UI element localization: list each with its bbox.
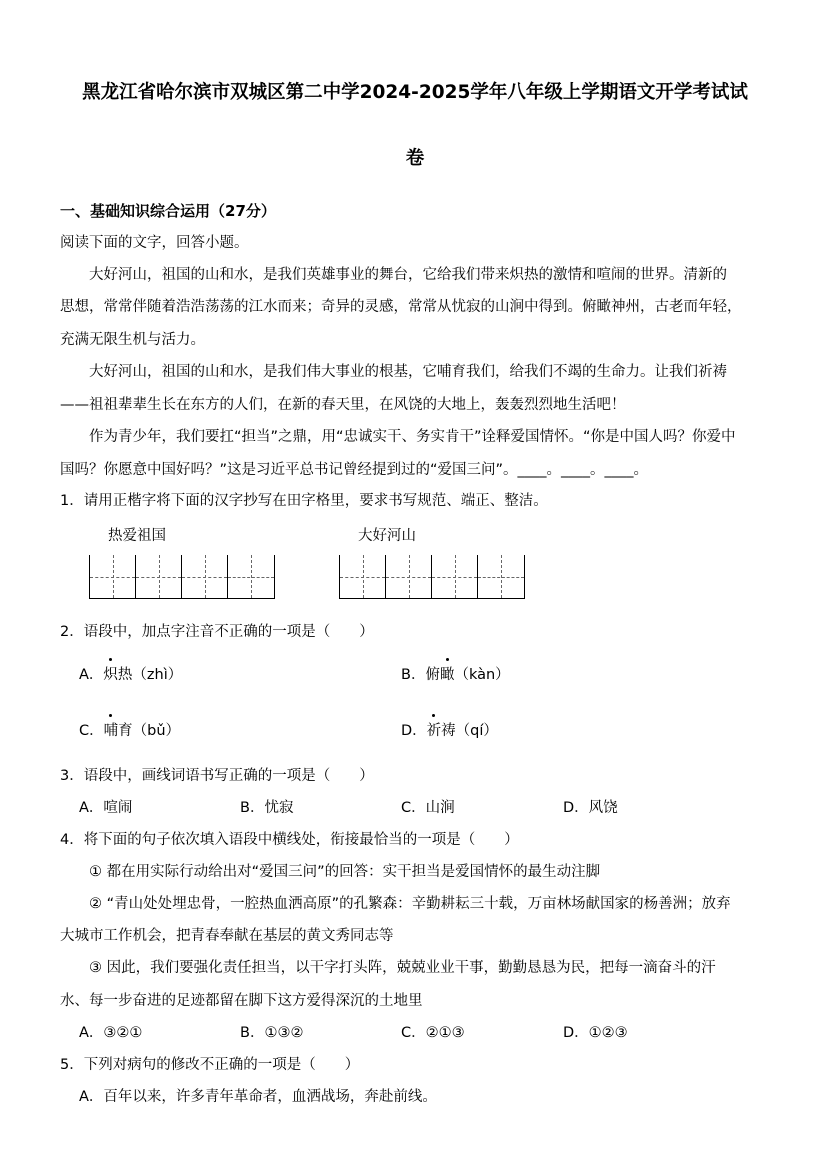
passage-p3-line1: 作为青少年，我们要扛“担当”之鼎，用“忠诚实干、务实肯干”诠释爱国情怀。“你是中国人吗？你爱中 [89, 429, 736, 445]
q5-option-a[interactable]: A．百年以来，许多青年革命者，血洒战场，奔赴前线。 [79, 1089, 437, 1105]
passage-p1-line1: 大好河山，祖国的山和水，是我们英雄事业的舞台，它给我们带来炽热的激情和喧闹的世界。清新的 [89, 267, 727, 283]
question-3-stem: 3．语段中，画线词语书写正确的一项是（ ） [60, 768, 374, 784]
grid-label-a: 热爱祖国 [108, 528, 166, 544]
question-1-stem: 1．请用正楷字将下面的汉字抄写在田字格里，要求书写规范、端正、整洁。 [60, 493, 548, 509]
q3-option-d[interactable]: D．风饶 [563, 800, 618, 816]
q4-sentence-3-line2: 水、每一步奋进的足迹都留在脚下这方爱得深沉的土地里 [60, 993, 423, 1009]
passage-p3-line2: 国吗？你愿意中国好吗？”这是习近平总书记曾经提到过的“爱国三问”。____。____。____。 [60, 462, 649, 478]
option-prefix: D． [401, 723, 427, 739]
grid-cell[interactable] [478, 555, 524, 598]
q2-option-c[interactable] [79, 721, 180, 741]
option-prefix: A． [79, 667, 104, 683]
option-text: 祷（qí） [441, 723, 498, 739]
passage-p1-line2: 思想，常常伴随着浩浩荡荡的江水而来；奇异的灵感，常常从忧寂的山涧中得到。俯瞰神州，古老而年轻， [60, 299, 742, 315]
q2-option-d[interactable] [401, 721, 498, 741]
passage-p2-line2: ——祖祖辈辈生长在东方的人们，在新的春天里，在风饶的大地上，轰轰烈烈地生活吧！ [60, 397, 626, 413]
grid-cell[interactable] [228, 555, 274, 598]
q4-sentence-2-line2: 大城市工作机会，把青春奉献在基层的黄文秀同志等 [60, 928, 394, 944]
q4-option-a[interactable]: A．③②① [79, 1025, 143, 1041]
doc-title-line2: 卷 [405, 148, 425, 169]
section-heading: 一、基础知识综合运用（27分） [60, 202, 276, 220]
tianzige-grid-a[interactable] [89, 555, 275, 599]
grid-cell[interactable] [90, 555, 136, 598]
grid-label-b: 大好河山 [358, 528, 416, 544]
grid-cell[interactable] [432, 555, 478, 598]
q4-option-b[interactable]: B．①③② [240, 1025, 304, 1041]
option-text: 育（bǔ） [118, 723, 181, 739]
dotted-char: 哺 [103, 723, 119, 739]
q2-option-b[interactable] [401, 665, 510, 685]
q4-sentence-2-line1: ② “青山处处埋忠骨，一腔热血洒高原”的孔繁森：辛勤耕耘三十载，万亩林场献国家的杨善洲；放弃 [89, 896, 731, 912]
question-2-stem: 2．语段中，加点字注音不正确的一项是（ ） [60, 624, 374, 640]
reading-intro: 阅读下面的文字，回答小题。 [60, 235, 249, 251]
question-4-stem: 4．将下面的句子依次填入语段中横线处，衔接最恰当的一项是（ ） [60, 832, 519, 848]
dotted-char: 祈 [426, 723, 442, 739]
q4-option-c[interactable]: C．②①③ [401, 1025, 465, 1041]
tianzige-grid-b[interactable] [339, 555, 525, 599]
grid-cell[interactable] [386, 555, 432, 598]
q4-option-d[interactable]: D．①②③ [563, 1025, 628, 1041]
option-prefix: C． [79, 723, 104, 739]
q4-sentence-3-line1: ③ 因此，我们要强化责任担当，以干字打头阵，兢兢业业干事，勤勤恳恳为民，把每一滴奋斗的汗 [89, 960, 716, 976]
option-prefix: B．俯 [401, 667, 440, 683]
grid-cell[interactable] [340, 555, 386, 598]
option-text: （kàn） [454, 667, 510, 683]
passage-p1-line3: 充满无限生机与活力。 [60, 332, 205, 348]
q2-option-a[interactable] [79, 665, 182, 685]
q4-sentence-1: ① 都在用实际行动给出对“爱国三问”的回答：实干担当是爱国情怀的最生动注脚 [89, 864, 601, 880]
q3-option-a[interactable]: A．喧闹 [79, 800, 133, 816]
grid-cell[interactable] [182, 555, 228, 598]
dotted-char: 瞰 [439, 667, 455, 683]
option-text: 热（zhì） [117, 667, 183, 683]
dotted-char: 炽 [103, 667, 118, 683]
doc-title-line1: 黑龙江省哈尔滨市双城区第二中学2024-2025学年八年级上学期语文开学考试试 [82, 82, 748, 103]
grid-cell[interactable] [136, 555, 182, 598]
question-5-stem: 5．下列对病句的修改不正确的一项是（ ） [60, 1057, 360, 1073]
q3-option-b[interactable]: B．忧寂 [240, 800, 294, 816]
q3-option-c[interactable]: C．山涧 [401, 800, 455, 816]
passage-p2-line1: 大好河山，祖国的山和水，是我们伟大事业的根基，它哺育我们，给我们不竭的生命力。让我们祈祷 [89, 364, 727, 380]
